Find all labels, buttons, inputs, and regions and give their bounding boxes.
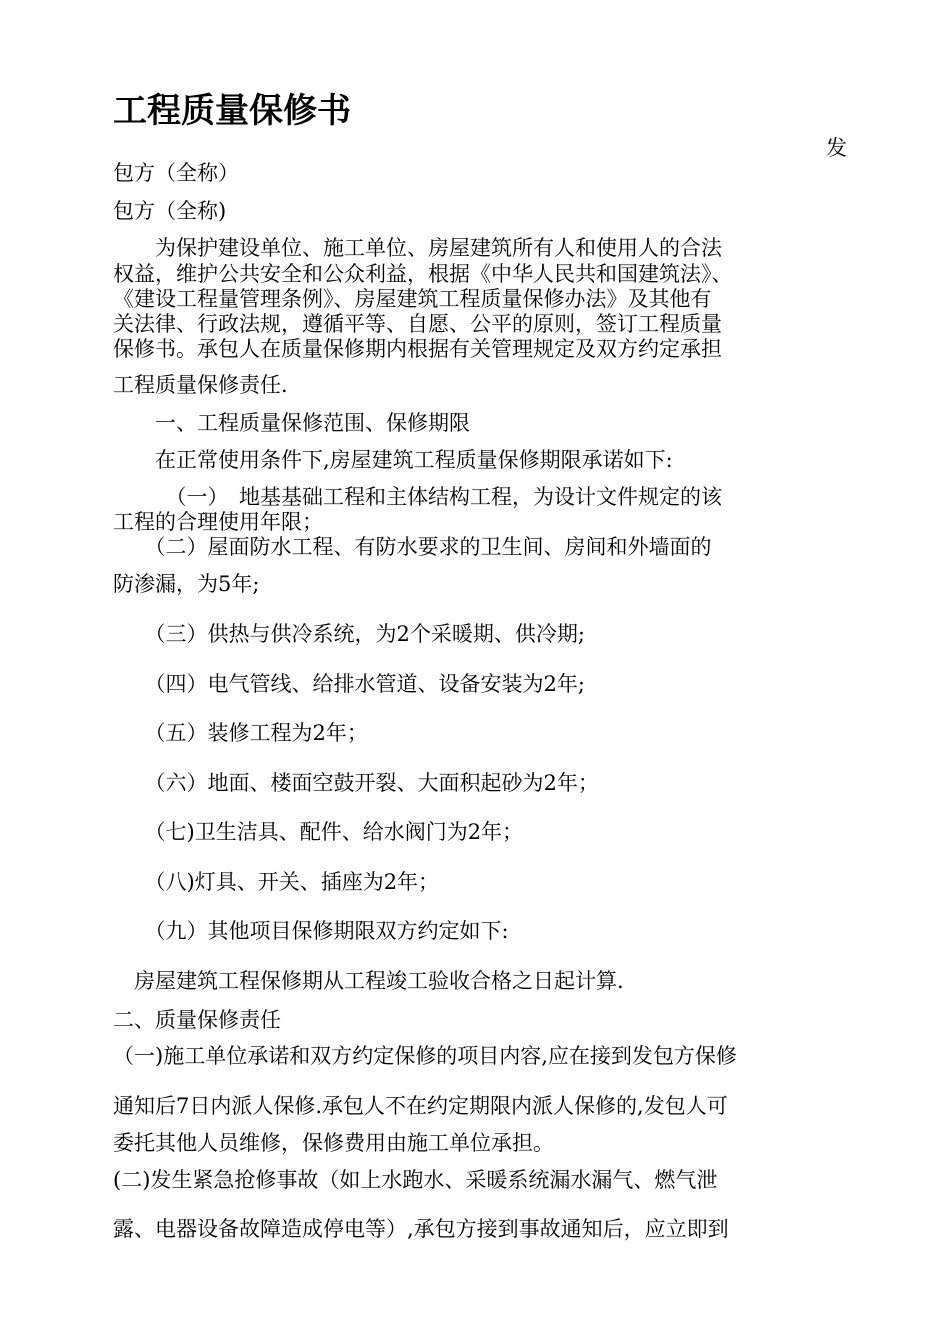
text-line: （三）供热与供冷系统，为2个采暖期、供冷期;: [113, 622, 585, 646]
text-line: （二）屋面防水工程、有防水要求的卫生间、房间和外墙面的: [113, 535, 712, 559]
text-line: 委托其他人员维修，保修费用由施工单位承担。: [113, 1131, 554, 1155]
text-line: 发: [826, 136, 847, 160]
text-line: 防渗漏，为5年;: [113, 572, 260, 596]
text-line: 保修书。承包人在质量保修期内根据有关管理规定及双方约定承担: [113, 337, 722, 361]
text-line: 包方（全称): [113, 199, 227, 223]
text-line: 通知后7日内派人保修.承包人不在约定期限内派人保修的,发包人可: [113, 1094, 728, 1118]
text-line: 工程质量保修责任.: [113, 373, 288, 397]
text-line: 包方（全称）: [113, 161, 239, 185]
text-line: （七)卫生洁具、配件、给水阀门为2年；: [113, 820, 524, 844]
text-line: 露、电器设备故障造成停电等）,承包方接到事故通知后，应立即到: [113, 1217, 729, 1241]
text-line: (二)发生紧急抢修事故（如上水跑水、采暖系统漏水漏气、燃气泄: [113, 1168, 718, 1192]
text-line: （四）电气管线、给排水管道、设备安装为2年;: [113, 672, 585, 696]
text-line: 二、质量保修责任: [113, 1008, 281, 1032]
text-line: 在正常使用条件下,房屋建筑工程质量保修期限承诺如下:: [113, 448, 673, 472]
text-line: （五）装修工程为2年；: [113, 721, 368, 745]
text-line: 一、工程质量保修范围、保修期限: [113, 411, 470, 435]
text-line: 为保护建设单位、施工单位、房屋建筑所有人和使用人的合法: [113, 236, 722, 260]
text-line: （一)施工单位承诺和双方约定保修的项目内容,应在接到发包方保修: [113, 1044, 737, 1068]
document-title: 工程质量保修书: [113, 91, 351, 131]
text-line: （六）地面、楼面空鼓开裂、大面积起砂为2年；: [113, 771, 599, 795]
text-line: （九）其他项目保修期限双方约定如下:: [113, 919, 509, 943]
text-line: 关法律、行政法规，遵循平等、自愿、公平的原则，签订工程质量: [113, 312, 722, 336]
text-line: （一） 地基基础工程和主体结构工程，为设计文件规定的该: [113, 485, 722, 509]
text-line: 房屋建筑工程保修期从工程竣工验收合格之日起计算.: [113, 969, 624, 993]
text-line: 《建设工程量管理条例》、房屋建筑工程质量保修办法》及其他有: [113, 287, 712, 311]
text-line: 工程的合理使用年限；: [113, 510, 323, 534]
text-line: （八)灯具、开关、插座为2年；: [113, 870, 440, 894]
text-line: 权益，维护公共安全和公众利益，根据《中华人民共和国建筑法》、: [113, 262, 733, 286]
